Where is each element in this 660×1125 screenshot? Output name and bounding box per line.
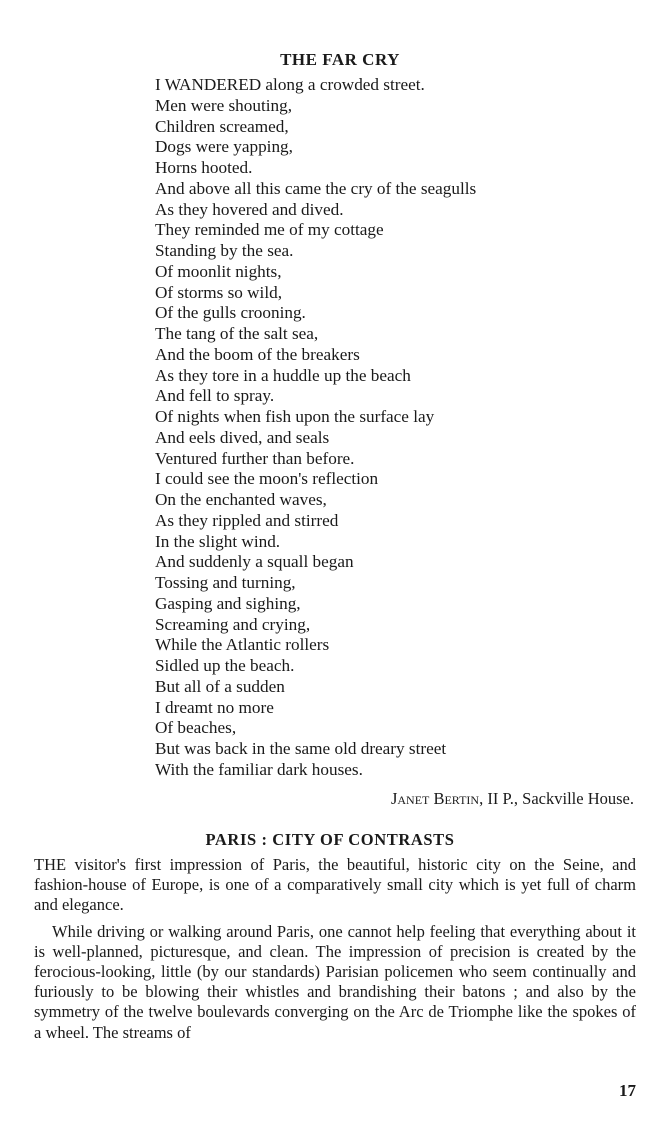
poem-line: Of beaches,	[155, 718, 237, 738]
poem-line: As they tore in a huddle up the beach	[155, 365, 411, 385]
poem-line: And fell to spray.	[155, 386, 275, 406]
poem-line: As they hovered and dived.	[155, 199, 344, 219]
poem-line: Of moonlit nights,	[155, 261, 282, 281]
poem-line: Of nights when fish upon the surface lay	[155, 407, 435, 426]
poem-attribution	[391, 788, 634, 810]
poem-line: Horns hooted.	[155, 158, 253, 177]
poem-line: And eels dived, and seals	[155, 427, 330, 447]
poem-line: I dreamt no more	[155, 697, 274, 717]
poem-line: With the familiar dark houses.	[155, 759, 363, 779]
essay-paragraph: While driving or walking around Paris, one cannot help feeling that everything about it is well-planned, picturesque, and clean. The impression of precision is created by the ferocious-looking, little (by our standards) Parisian policemen who seem continually and furiously to be blowing their whistles and brandishing their batons ; and also by the symmetry of the twelve boulevards converging on the Arc de Triomphe like the spokes of a wheel. The streams of	[34, 921, 636, 1042]
poem-line: I could see the moon's reflection	[155, 469, 379, 489]
essay-title: PARIS : CITY OF CONTRASTS	[205, 830, 455, 849]
poem-line: Standing by the sea.	[155, 241, 294, 260]
poem-line: And above all this came the cry of the seagulls	[155, 178, 477, 198]
poem-line: The tang of the salt sea,	[155, 324, 319, 343]
poem-line: Men were shouting,	[155, 95, 292, 115]
essay-body	[34, 855, 636, 1049]
poem-line: Children screamed,	[155, 116, 289, 136]
poem-line: Dogs were yapping,	[155, 137, 293, 157]
poem-line: Of the gulls crooning.	[155, 303, 306, 323]
poem-line: Sidled up the beach.	[155, 656, 295, 675]
poem-line: As they rippled and stirred	[155, 510, 339, 530]
poem-line: Ventured further than before.	[155, 448, 355, 468]
poem-line: On the enchanted waves,	[155, 490, 327, 509]
poem-line: They reminded me of my cottage	[155, 220, 384, 240]
poem-title: THE FAR CRY	[280, 50, 400, 69]
author-details: , II P., Sackville House.	[479, 789, 634, 808]
poem-body	[155, 75, 476, 781]
poem-line: Screaming and crying,	[155, 614, 311, 634]
poem-line: Gasping and sighing,	[155, 593, 301, 613]
poem-line: In the slight wind.	[155, 531, 281, 551]
page-number: 17	[619, 1081, 636, 1100]
author-name: Janet Bertin	[390, 789, 480, 808]
poem-line: I WANDERED along a crowded street.	[155, 75, 425, 94]
essay-paragraph: THE visitor's first impression of Paris, the beautiful, historic city on the Seine, and fashion-house of Europe, is one of a comparatively small city which is yet full of charm and elegance.	[34, 855, 636, 915]
poem-line: Tossing and turning,	[155, 573, 296, 592]
poem-line: And suddenly a squall began	[155, 552, 354, 572]
poem-line: But was back in the same old dreary street	[155, 739, 447, 758]
poem-line: But all of a sudden	[155, 676, 285, 696]
poem-line: Of storms so wild,	[155, 282, 283, 302]
poem-line: And the boom of the breakers	[155, 344, 360, 364]
poem-line: While the Atlantic rollers	[155, 635, 330, 655]
